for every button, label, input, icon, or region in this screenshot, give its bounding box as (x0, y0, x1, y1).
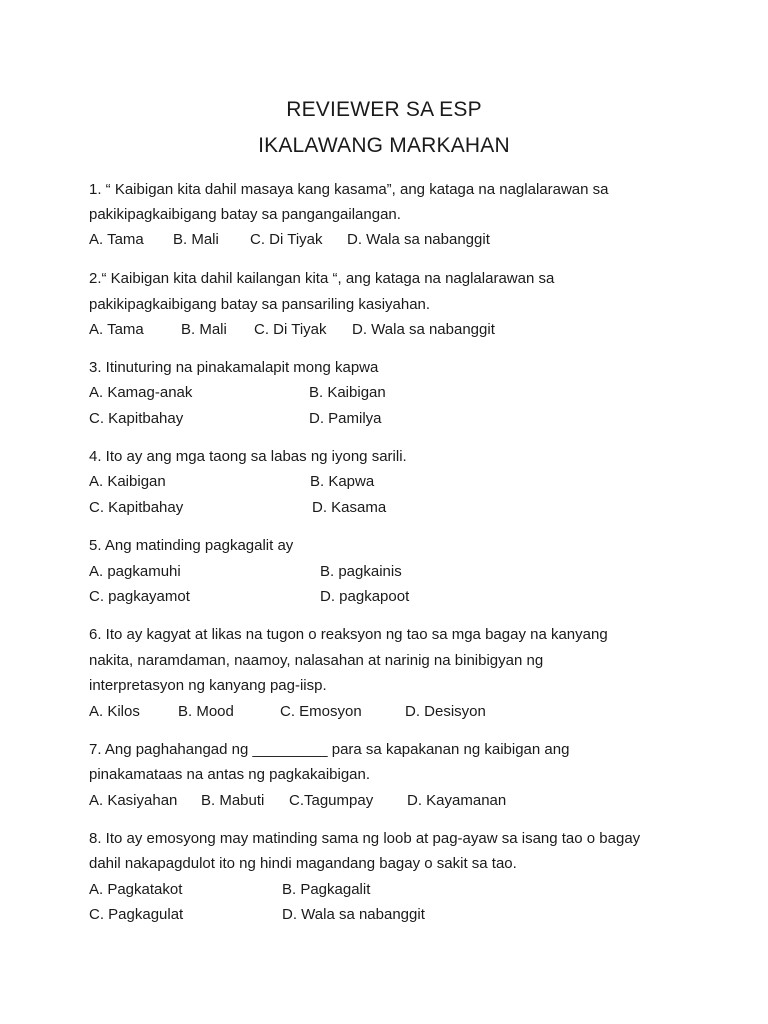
option-b: B. Mabuti (201, 792, 265, 809)
question-text-line: 5. Ang matinding pagkagalit ay (89, 537, 294, 554)
option-b: B. pagkainis (320, 563, 402, 580)
question-text-line: nakita, naramdaman, naamoy, nalasahan at narinig na binibigyan ng (89, 652, 544, 669)
option-d: D. Pamilya (309, 410, 382, 427)
option-c: C. Kapitbahay (89, 410, 184, 427)
option-a: A. Tama (89, 231, 144, 248)
option-c: C. pagkayamot (89, 588, 190, 605)
option-c: C. Di Tiyak (250, 231, 323, 248)
option-c: C. Di Tiyak (254, 321, 327, 338)
question-text-line: 1. “ Kaibigan kita dahil masaya kang kasama”, ang kataga na naglalarawan sa (89, 181, 609, 198)
option-a: A. Pagkatakot (89, 881, 183, 898)
option-b: B. Kaibigan (309, 384, 386, 401)
option-a: A. Kilos (89, 703, 140, 720)
question-text-line: dahil nakapagdulot ito ng hindi magandang bagay o sakit sa tao. (89, 855, 517, 872)
question-text-line: pakikipagkaibigang batay sa pansariling kasiyahan. (89, 296, 431, 313)
option-c: C. Kapitbahay (89, 499, 184, 516)
option-d: D. Wala sa nabanggit (282, 906, 425, 923)
question-text-line: 8. Ito ay emosyong may matinding sama ng loob at pag-ayaw sa isang tao o bagay (89, 830, 641, 847)
question-text-line: 3. Itinuturing na pinakamalapit mong kapwa (89, 359, 379, 376)
option-a: A. pagkamuhi (89, 563, 181, 580)
option-a: A. Kasiyahan (89, 792, 178, 809)
option-b: B. Kapwa (310, 473, 375, 490)
option-d: D. Wala sa nabanggit (347, 231, 490, 248)
page-subtitle: IKALAWANG MARKAHAN (258, 134, 510, 157)
question-text-line: pakikipagkaibigang batay sa pangangailangan. (89, 206, 401, 223)
option-d: D. Wala sa nabanggit (352, 321, 495, 338)
option-d: D. pagkapoot (320, 588, 410, 605)
option-a: A. Tama (89, 321, 144, 338)
option-b: B. Mood (178, 703, 234, 720)
option-a: A. Kaibigan (89, 473, 166, 490)
option-c: C.Tagumpay (289, 792, 374, 809)
question-text-line: interpretasyon ng kanyang pag-iisp. (89, 677, 327, 694)
option-b: B. Mali (173, 231, 219, 248)
option-c: C. Pagkagulat (89, 906, 184, 923)
question-text-line: 6. Ito ay kagyat at likas na tugon o reaksyon ng tao sa mga bagay na kanyang (89, 626, 608, 643)
option-c: C. Emosyon (280, 703, 362, 720)
option-a: A. Kamag-anak (89, 384, 193, 401)
option-d: D. Kayamanan (407, 792, 507, 809)
question-text-line: 7. Ang paghahangad ng _________ para sa kapakanan ng kaibigan ang (89, 741, 570, 758)
page-title: REVIEWER SA ESP (286, 98, 482, 121)
question-text-line: 4. Ito ay ang mga taong sa labas ng iyong sarili. (89, 448, 407, 465)
question-text-line: pinakamataas na antas ng pagkakaibigan. (89, 766, 371, 783)
option-d: D. Desisyon (405, 703, 486, 720)
option-d: D. Kasama (312, 499, 387, 516)
question-text-line: 2.“ Kaibigan kita dahil kailangan kita “, ang kataga na naglalarawan sa (89, 270, 555, 287)
option-b: B. Pagkagalit (282, 881, 371, 898)
option-b: B. Mali (181, 321, 227, 338)
